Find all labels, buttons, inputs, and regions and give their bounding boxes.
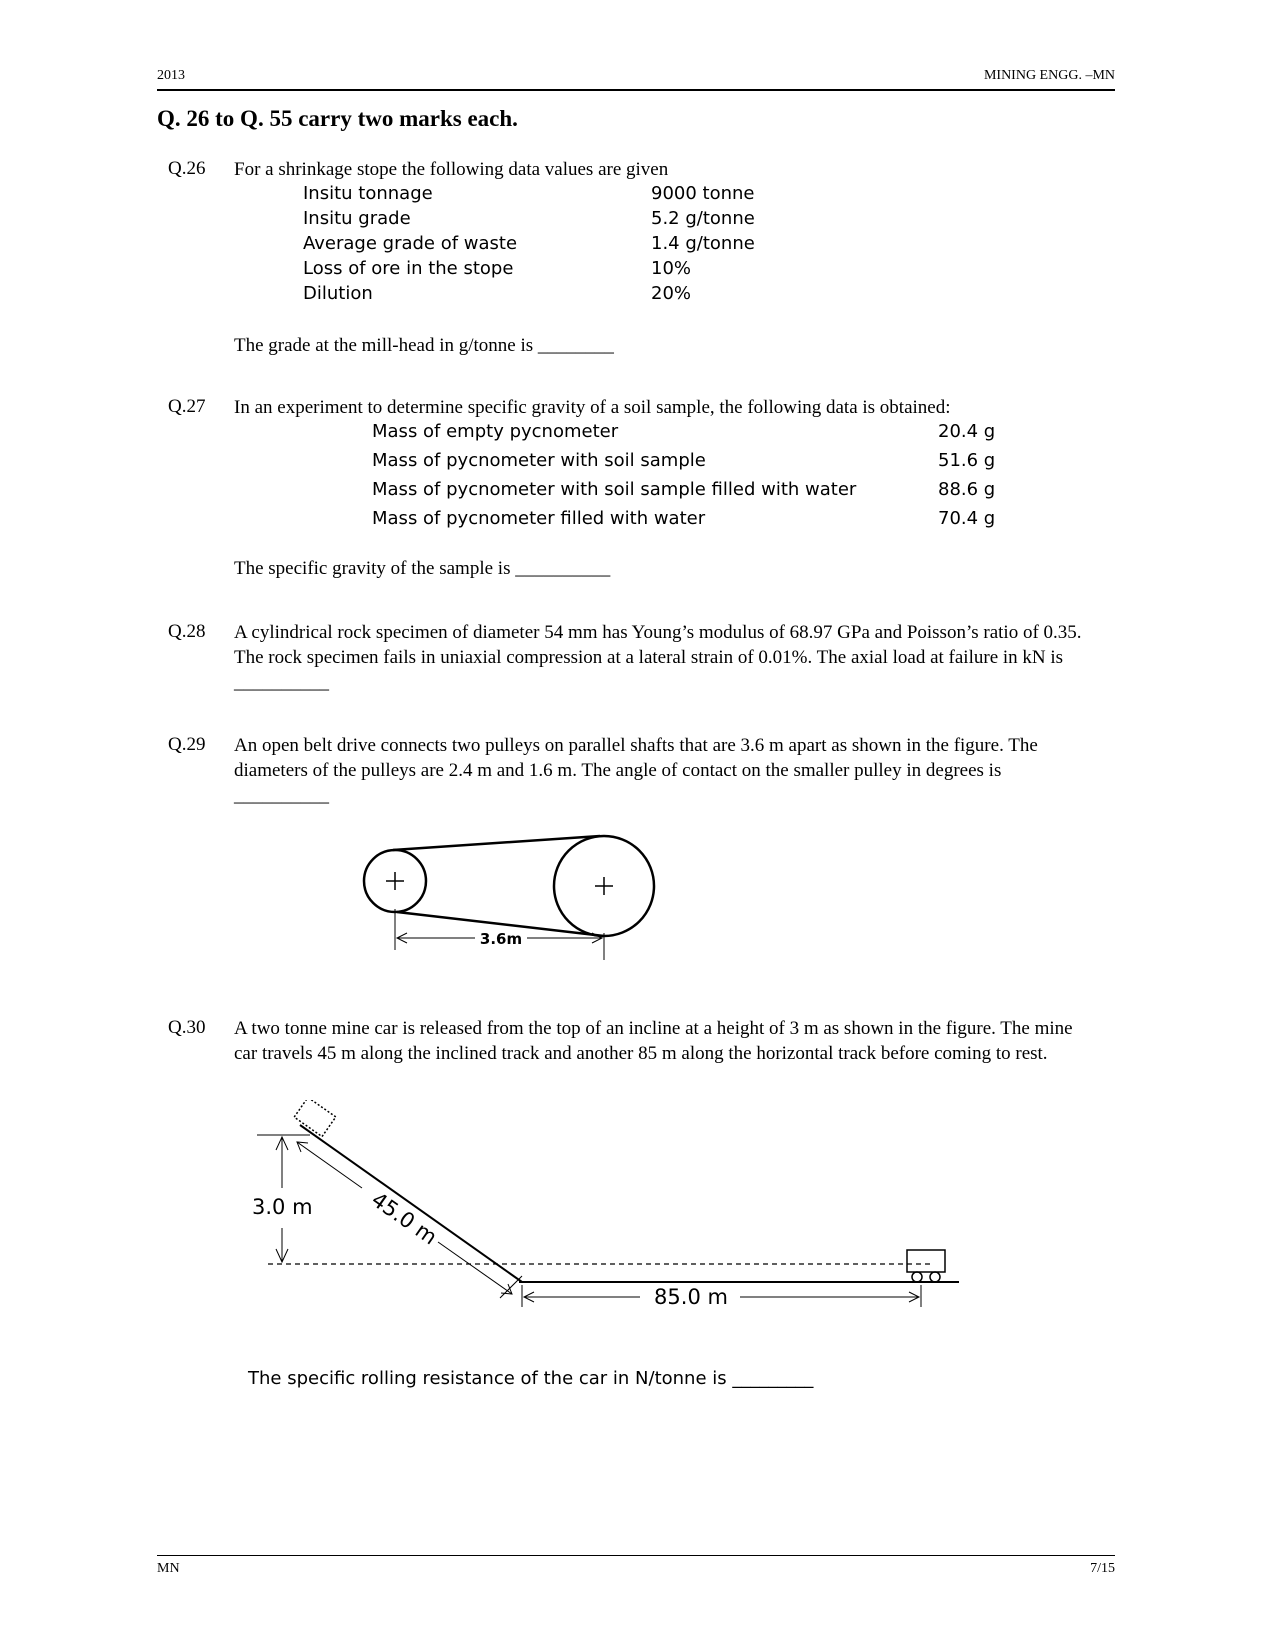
belt-upper <box>393 836 600 850</box>
q26-row-value: 10% <box>651 258 692 279</box>
header-year: 2013 <box>157 68 185 83</box>
distance-label: 3.6m <box>479 930 523 948</box>
mine-car-end <box>907 1250 945 1272</box>
q26-row-label: Dilution <box>303 283 373 304</box>
q27-row-value: 51.6 g <box>938 450 996 471</box>
q27-row-label: Mass of pycnometer with soil sample filled with water <box>372 479 857 500</box>
q26-row-label: Insitu tonnage <box>303 183 433 204</box>
height-label: 3.0 m <box>252 1195 313 1219</box>
q26-row-value: 20% <box>651 283 692 304</box>
incline-figure <box>240 1100 970 1325</box>
incline-track <box>300 1125 522 1282</box>
q30-text: A two tonne mine car is released from the top of an incline at a height of 3 m as shown in the figure. The mine car travels 45 m along the inclined track and another 85 m along the horizontal track before coming to rest. <box>234 1018 1073 1064</box>
mine-car-start <box>294 1100 336 1137</box>
q26-row-label: Average grade of waste <box>303 233 518 254</box>
q26-row-label: Loss of ore in the stope <box>303 258 514 279</box>
q27-row-value: 70.4 g <box>938 508 996 529</box>
belt-drive-figure <box>340 815 670 970</box>
q26-number: Q.26 <box>168 158 206 179</box>
horizontal-label: 85.0 m <box>654 1285 728 1309</box>
q27-row-value: 20.4 g <box>938 421 996 442</box>
q29-number: Q.29 <box>168 734 206 755</box>
q27-question: The specific gravity of the sample is __________ <box>234 558 611 579</box>
mine-car-wheel <box>930 1272 940 1282</box>
q26-question: The grade at the mill-head in g/tonne is ________ <box>234 335 614 356</box>
q27-row-label: Mass of empty pycnometer <box>372 421 619 442</box>
q30-question: The specific rolling resistance of the car in N/tonne is _________ <box>248 1368 814 1389</box>
q26-row-value: 9000 tonne <box>651 183 755 204</box>
footer-code: MN <box>157 1561 180 1576</box>
section-title: Q. 26 to Q. 55 carry two marks each. <box>157 106 518 131</box>
mine-car-wheel <box>912 1272 922 1282</box>
q27-number: Q.27 <box>168 396 206 417</box>
q28-text: A cylindrical rock specimen of diameter 54 mm has Young’s modulus of 68.97 GPa and Poisson’s ratio of 0.35. The rock specimen fails in uniaxial compression at a lateral strain of 0.01%. The axial load at failure in kN is __________ <box>234 622 1082 693</box>
footer-rule <box>157 1555 1115 1556</box>
footer-page: 7/15 <box>1090 1561 1115 1576</box>
header-rule <box>157 89 1115 91</box>
q30-number: Q.30 <box>168 1017 206 1038</box>
q26-row-label: Insitu grade <box>303 208 411 229</box>
q28-number: Q.28 <box>168 621 206 642</box>
incline-dimension-line <box>297 1142 362 1188</box>
q26-row-value: 5.2 g/tonne <box>651 208 755 229</box>
q26-row-value: 1.4 g/tonne <box>651 233 755 254</box>
q27-row-label: Mass of pycnometer with soil sample <box>372 450 706 471</box>
q29-text: An open belt drive connects two pulleys on parallel shafts that are 3.6 m apart as shown in the figure. The diameters of the pulleys are 2.4 m and 1.6 m. The angle of contact on the smaller pulley in degrees is __________ <box>234 735 1038 806</box>
q27-row-value: 88.6 g <box>938 479 996 500</box>
incline-tick <box>500 1276 522 1298</box>
header-paper: MINING ENGG. –MN <box>983 68 1115 83</box>
q26-intro: For a shrinkage stope the following data values are given <box>234 159 669 180</box>
q27-intro: In an experiment to determine specific gravity of a soil sample, the following data is obtained: <box>234 397 951 418</box>
incline-label: 45.0 m <box>367 1187 442 1250</box>
q27-row-label: Mass of pycnometer filled with water <box>372 508 706 529</box>
